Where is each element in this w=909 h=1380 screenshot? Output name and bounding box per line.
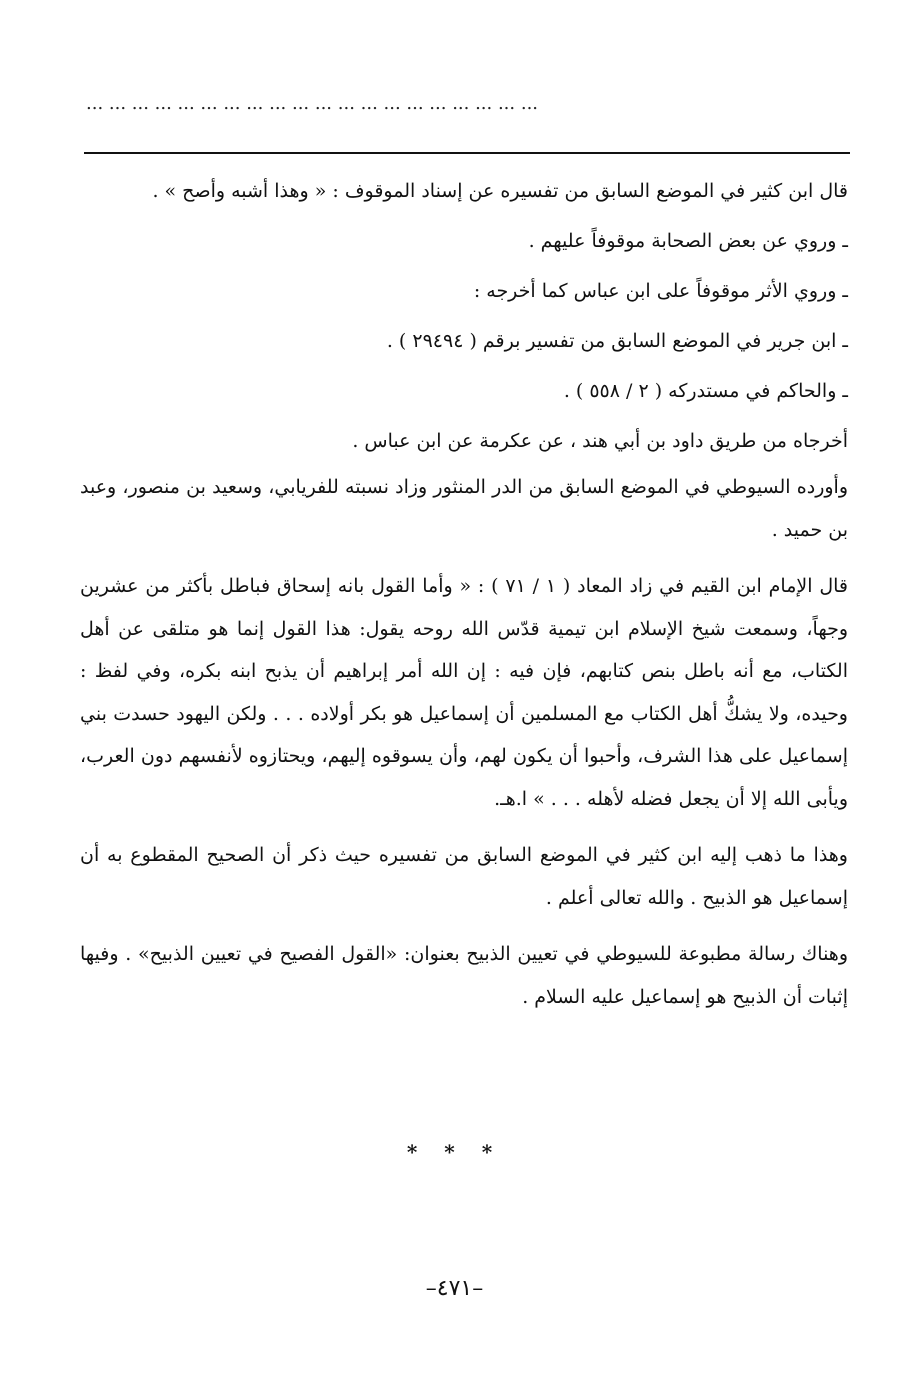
text-line-5: ـ والحاكم في مستدركه ( ٢ / ٥٥٨ ) . bbox=[563, 380, 848, 402]
text-line-1: قال ابن كثير في الموضع السابق من تفسيره عن إسناد الموقوف : « وهذا أشبه وأصح » . bbox=[152, 180, 848, 202]
paragraph-ibn-qayyim-quote: قال الإمام ابن القيم في زاد المعاد ( ١ / ٧١ ) : « وأما القول بانه إسحاق فباطل بأكثر من عشرين وجهاً، وسمعت شيخ الإسلام ابن تيمية قدّس الله روحه يقول: هذا القول إنما هو متلقى عن أهل الكتاب، مع أنه باطل بنص كتابهم، فإن فيه : إن الله أمر إبراهيم أن يذبح ابنه بكره، وفي لفظ : وحيده، ولا يشكُّ أهل الكتاب مع المسلمين أن إسماعيل هو بكر أولاده . . . ولكن اليهود حسدت بني إسماعيل على هذا الشرف، وأحبوا أن يكون لهم، وأن يسوقوه إليهم، ويحتازوه لأنفسهم دون العرب، ويأبى الله إلا أن يجعل فضله لأهله . . . » ا.هـ. bbox=[80, 575, 849, 810]
text-line-4: ـ ابن جرير في الموضع السابق من تفسير برقم ( ٢٩٤٩٤ ) . bbox=[386, 330, 848, 352]
footnote-dots: ... ... ... ... ... ... ... ... ... ... ... ... ... ... ... ... ... ... ... ... bbox=[86, 94, 539, 114]
spacer bbox=[80, 919, 848, 933]
paragraph-suyuti-attribution: وأورده السيوطي في الموضع السابق من الدر المنثور وزاد نسبته للفريابي، وسعيد بن منصور، وعبد بن حميد . bbox=[80, 476, 848, 541]
text-line-2: ـ وروي عن بعض الصحابة موقوفاً عليهم . bbox=[528, 230, 848, 252]
spacer bbox=[80, 551, 848, 565]
text-line-6: أخرجاه من طريق داود بن أبي هند ، عن عكرمة عن ابن عباس . bbox=[352, 430, 848, 452]
spacer bbox=[80, 820, 848, 834]
text-line-3: ـ وروي الأثر موقوفاً على ابن عباس كما أخرجه : bbox=[473, 280, 848, 302]
paragraph-suyuti-treatise: وهناك رسالة مطبوعة للسيوطي في تعيين الذبيح بعنوان: «القول الفصيح في تعيين الذبيح» . وفيها إثبات أن الذبيح هو إسماعيل عليه السلام . bbox=[80, 943, 848, 1008]
footnote-separator-rule bbox=[84, 152, 850, 154]
page-number: –٤٧١– bbox=[425, 1276, 484, 1301]
section-separator-stars: * * * bbox=[406, 1140, 503, 1164]
page-body bbox=[80, 166, 848, 1018]
paragraph-ibn-kathir-conclusion: وهذا ما ذهب إليه ابن كثير في الموضع السابق من تفسيره حيث ذكر أن الصحيح المقطوع به أن إسماعيل هو الذبيح . والله تعالى أعلم . bbox=[80, 844, 848, 909]
